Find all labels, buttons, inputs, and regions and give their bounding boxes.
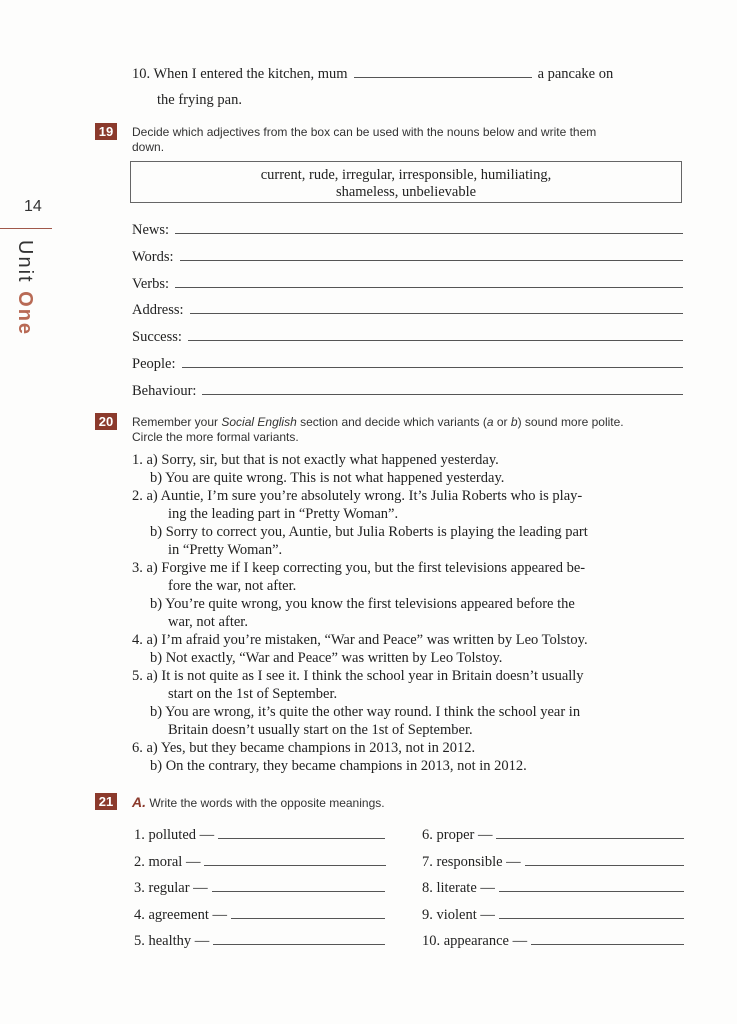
variant-line: 1. a) Sorry, sir, but that is not exactly what happened yesterday. <box>132 452 499 468</box>
opposite-item <box>134 933 385 950</box>
exercise-19-instruction: Decide which adjectives from the box can be used with the nouns below and write them <box>132 125 597 139</box>
sidebar-rule <box>0 228 52 229</box>
opposite-item <box>422 854 684 871</box>
variant-line: 2. a) Auntie, I’m sure you’re absolutely wrong. It’s Julia Roberts who is play- <box>132 488 583 504</box>
answer-blank[interactable] <box>525 864 684 866</box>
noun-label: News: <box>132 222 170 238</box>
answer-blank[interactable] <box>204 864 386 866</box>
exercise-21-instruction <box>132 794 385 810</box>
opposite-item <box>134 880 385 897</box>
variant-line: b) Not exactly, “War and Peace” was written by Leo Tolstoy. <box>150 650 503 666</box>
noun-field <box>132 329 683 346</box>
noun-field <box>132 222 683 239</box>
sentence-10-end: a pancake on <box>537 66 614 82</box>
variant-line: b) Sorry to correct you, Auntie, but Julia Roberts is playing the leading part <box>150 524 588 540</box>
answer-blank[interactable] <box>213 943 385 945</box>
exercise-20-badge: 20 <box>95 413 117 430</box>
adjectives-box <box>130 161 682 203</box>
opposite-item <box>422 827 684 844</box>
variant-line: in “Pretty Woman”. <box>168 542 283 558</box>
answer-blank[interactable] <box>190 312 683 314</box>
answer-blank[interactable] <box>496 837 684 839</box>
variant-line: 4. a) I’m afraid you’re mistaken, “War and Peace” was written by Leo Tolstoy. <box>132 632 588 648</box>
instruction-text: Write the words with the opposite meanings. <box>149 796 385 810</box>
variant-line: fore the war, not after. <box>168 578 297 594</box>
noun-field <box>132 383 683 400</box>
answer-blank[interactable] <box>231 917 385 919</box>
noun-field <box>132 276 683 293</box>
exercise-19-instruction-2: down. <box>132 140 165 154</box>
word-label: 7. responsible — <box>422 853 521 870</box>
text: or <box>493 415 511 429</box>
unit-label <box>13 240 36 336</box>
word-label: 4. agreement — <box>134 906 228 923</box>
answer-blank[interactable] <box>354 76 532 78</box>
variant-line: b) You’re quite wrong, you know the first televisions appeared before the <box>150 596 575 612</box>
text-italic: b <box>510 415 518 429</box>
noun-label: Verbs: <box>132 275 170 292</box>
answer-blank[interactable] <box>188 339 683 341</box>
box-line: current, rude, irregular, irresponsible, humiliating, <box>260 167 552 183</box>
word-label: 9. violent — <box>422 906 495 923</box>
opposite-item <box>134 827 385 844</box>
unit-name: One <box>14 291 36 337</box>
unit-word: Unit <box>14 240 36 284</box>
opposite-item <box>134 907 385 924</box>
opposite-item <box>134 854 386 871</box>
text: Remember your <box>132 415 222 429</box>
variant-line: war, not after. <box>168 614 248 630</box>
opposite-item <box>422 933 684 950</box>
exercise-19-badge: 19 <box>95 123 117 140</box>
text: ) sound more polite. <box>517 415 624 429</box>
text-italic: Social English <box>221 415 297 429</box>
variant-line: Britain doesn’t usually start on the 1st of September. <box>168 722 473 738</box>
variant-line: b) On the contrary, they became champions in 2013, not in 2012. <box>150 758 527 774</box>
word-label: 1. polluted — <box>134 827 215 843</box>
page-number: 14 <box>24 198 42 215</box>
text-italic: a <box>486 415 494 429</box>
sentence-10-start: 10. When I entered the kitchen, mum <box>132 66 348 82</box>
noun-field <box>132 249 683 266</box>
answer-blank[interactable] <box>499 917 684 919</box>
exercise-20-instruction <box>132 415 624 429</box>
answer-blank[interactable] <box>175 286 683 288</box>
noun-label: Behaviour: <box>132 382 197 399</box>
answer-blank[interactable] <box>180 259 683 261</box>
sentence-10-line2: the frying pan. <box>157 92 242 108</box>
word-label: 3. regular — <box>134 880 208 896</box>
noun-label: Words: <box>132 248 174 265</box>
variant-line: 5. a) It is not quite as I see it. I think the school year in Britain doesn’t usually <box>132 668 584 684</box>
opposite-item <box>422 880 684 897</box>
sentence-10 <box>132 66 683 83</box>
word-label: 8. literate — <box>422 880 495 896</box>
answer-blank[interactable] <box>182 366 684 368</box>
variant-line: ing the leading part in “Pretty Woman”. <box>168 506 399 522</box>
part-label: A. <box>132 794 146 810</box>
noun-label: Success: <box>132 329 182 346</box>
exercise-21-badge: 21 <box>95 793 117 810</box>
answer-blank[interactable] <box>499 890 684 892</box>
variant-line: b) You are wrong, it’s quite the other way round. I think the school year in <box>150 704 581 720</box>
exercise-20-instruction-2: Circle the more formal variants. <box>132 430 299 444</box>
variant-line: 6. a) Yes, but they became champions in 2013, not in 2012. <box>132 740 476 756</box>
variant-line: start on the 1st of September. <box>168 686 338 702</box>
noun-label: Address: <box>132 302 184 319</box>
word-label: 10. appearance — <box>422 933 528 949</box>
answer-blank[interactable] <box>218 837 385 839</box>
word-label: 6. proper — <box>422 827 493 843</box>
opposite-item <box>422 907 684 924</box>
answer-blank[interactable] <box>531 943 684 945</box>
variant-line: 3. a) Forgive me if I keep correcting you, but the first televisions appeared be- <box>132 560 586 576</box>
word-label: 5. healthy — <box>134 933 210 949</box>
answer-blank[interactable] <box>175 232 683 234</box>
word-label: 2. moral — <box>134 853 201 870</box>
answer-blank[interactable] <box>212 890 385 892</box>
noun-field <box>132 356 683 373</box>
variant-line: b) You are quite wrong. This is not what happened yesterday. <box>150 470 505 486</box>
answer-blank[interactable] <box>202 393 683 395</box>
noun-label: People: <box>132 356 176 372</box>
noun-field <box>132 302 683 319</box>
text: section and decide which variants ( <box>296 415 487 429</box>
box-line: shameless, unbelievable <box>335 184 477 200</box>
